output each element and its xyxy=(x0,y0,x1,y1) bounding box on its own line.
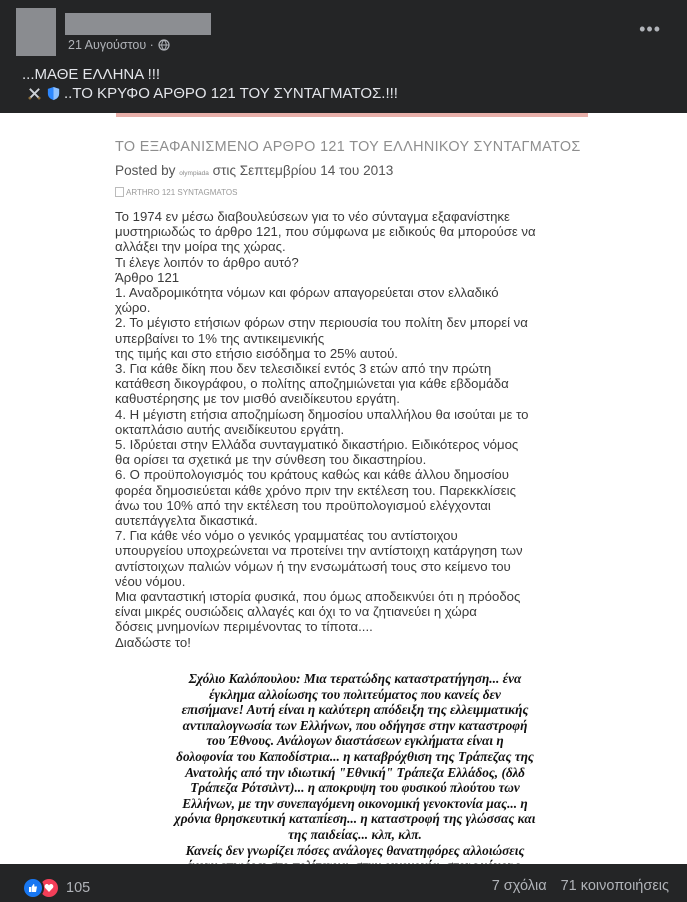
post-text-line-1: ...ΜΑΘΕ ΕΛΛΗΝΑ !!! xyxy=(22,66,161,83)
article-body-line: Το 1974 εν μέσω διαβουλεύσεων για το νέο σύνταγμα εξαφανίστηκε xyxy=(115,209,510,224)
article-body-line: Τι έλεγε λοιπόν το άρθρο αυτό? xyxy=(115,254,299,270)
post-footer xyxy=(0,864,687,902)
article-body-line: κατάθεση δικογράφου, ο πολίτης αποζημιώνεται για κάθε εβδομάδα xyxy=(115,376,509,392)
article-comment-line: Ανατολής από την ιδιωτική "Εθνική" Τράπεζα Ελλάδος, (δλδ xyxy=(185,764,525,780)
broken-image-alt: ARTHRO 121 SYNTAGMATOS xyxy=(126,187,238,197)
shield-icon xyxy=(45,86,62,101)
article-body-line: θα ορίσει τα σχετικά με την σύνθεση του δικαστηρίου. xyxy=(115,452,427,468)
article-comment-line: Σχόλιο Καλόπουλου: Μια τερατώδης καταστρατήγηση... ένα xyxy=(188,671,522,686)
article-body xyxy=(115,209,595,650)
article-body-line: υπουργείου υποχρεώνεται να προτείνει την αντίστοιχη κατάργηση των xyxy=(115,543,523,559)
article-title: ΤΟ ΕΞΑΦΑΝΙΣΜΕΝΟ ΑΡΘΡΟ 121 ΤΟΥ ΕΛΛΗΝΙΚΟΥ ΣΥΝΤΑΓΜΑΤΟΣ xyxy=(115,139,581,155)
article-byline xyxy=(115,163,393,178)
article-body-line: αντίστοιχων παλιών νόμων ή την ενσωμάτωσή τους στο κείμενο του xyxy=(115,558,511,574)
article-comment-line: επισήμανε! Αυτή είναι η καλύτερη απόδειξη της ελλειμματικής xyxy=(181,702,529,718)
article-comment-line: έγκλημα αλλοίωσης του πολιτεύματος που κανείς δεν xyxy=(209,686,501,702)
article-body-line: 2. Το μέγιστο ετήσιων φόρων στην περιουσία του πολίτη δεν μπορεί να xyxy=(115,315,528,331)
article-body-line: 6. Ο προϋπολογισμός του κράτους καθώς και κάθε άλλου δημοσίου xyxy=(115,467,509,483)
globe-icon xyxy=(158,39,170,51)
article-comment-line: Ελλήνων, με την συνεπαγόμενη οικονομική γενοκτονία μας... η xyxy=(182,795,528,811)
crossed-swords-icon xyxy=(26,86,43,101)
article-body-line: υπερβαίνει το 1% της αντικειμενικής xyxy=(115,330,325,346)
article-body-line: αυτεπάγγελτα δικαστικά. xyxy=(115,513,258,529)
article-body-line: 3. Για κάθε δίκη που δεν τελεσιδικεί εντός 3 ετών από την πρώτη xyxy=(115,361,492,377)
article-comment-line: χρόνια θρησκευτική καταπίεση... η καταστροφή της γλώσσας και xyxy=(174,811,536,827)
article-body-line: Διαδώστε το! xyxy=(115,634,191,650)
reaction-count: 105 xyxy=(66,880,91,896)
article-body-line: καθυστέρησης με τον μισθό ανειδίκευτου εργάτη. xyxy=(115,391,400,407)
engagement-stats xyxy=(492,878,669,894)
article-body-line: 4. Η μέγιστη ετήσια αποζημίωση δημοσίου υπαλλήλου θα ισούται με το xyxy=(115,406,529,422)
avatar[interactable] xyxy=(16,8,56,56)
comments-count-link[interactable]: 7 σχόλια xyxy=(491,878,547,894)
red-divider xyxy=(116,113,588,117)
broken-image xyxy=(115,187,237,197)
article-body-line: χώρο. xyxy=(115,300,151,316)
article-comment-line: αντιπαλογνωσία των Ελλήνων, που οδήγησε στην καταστροφή xyxy=(182,717,528,733)
article-body-line: άνω του 10% από την εκτέλεση του προϋπολογισμού ελέγχονται xyxy=(115,497,491,513)
post-text-line-2-label: ..ΤΟ ΚΡΥΦΟ ΑΡΘΡΟ 121 ΤΟΥ ΣΥΝΤΑΓΜΑΤΟΣ.!!! xyxy=(64,85,398,102)
article-body-line: οκταπλάσιο αυτής ανειδίκευτου εργάτη. xyxy=(115,421,345,437)
like-reaction-icon xyxy=(22,877,44,899)
post-meta xyxy=(68,38,170,52)
article-body-line: 7. Για κάθε νέο νόμο ο γενικός γραμματέας του αντίστοιχου xyxy=(115,528,458,544)
article-comment-line: Τράπεζα Ρότσιλντ)... η αποκρυψη του φυσικού πλούτου των xyxy=(190,780,520,796)
article-author: olympiada xyxy=(179,170,209,177)
article-body-line: είναι μικρές ουσιώδεις αλλαγές και όχι το να ζητιανεύει η χώρα xyxy=(115,604,477,620)
article-body-line: Μια φανταστική ιστορία φυσικά, που όμως αποδεικνύει ότι η πρόοδος xyxy=(115,589,521,605)
article-body-line: αλλάξει την μοίρα της χώρας. xyxy=(115,239,286,255)
broken-image-icon xyxy=(115,187,124,197)
post-timestamp[interactable]: 21 Αυγούστου · xyxy=(68,38,154,52)
reactions-summary[interactable] xyxy=(22,877,90,899)
post-text-line-2 xyxy=(26,85,398,102)
article-body-line: 1. Αναδρομικότητα νόμων και φόρων απαγορεύεται στον ελλαδικό xyxy=(115,285,499,301)
article-comment-line: της παιδείας... κλπ, κλπ. xyxy=(288,826,422,842)
article-comment-line: δολοφονία του Καποδίστρια... η καταβρόχθιση της Τράπεζας της xyxy=(176,748,534,764)
author-name-redacted[interactable] xyxy=(65,13,211,35)
article-body-line: δόσεις μνημονίων περιμένοντας το τίποτα.... xyxy=(115,619,373,635)
post-image[interactable] xyxy=(0,113,687,864)
article-body-line: της τιμής και στο ετήσιο εισόδημα το 25% αυτού. xyxy=(115,345,398,361)
article-comment-line: Κανείς δεν γνωρίζει πόσες ανάλογες θανατηφόρες αλλοιώσεις xyxy=(185,842,525,858)
article-body-line: μυστηριωδώς το άρθρο 121, που σύμφωνα με ειδικούς θα μπορούσε να xyxy=(115,224,536,240)
article-body-line: νέου νόμου. xyxy=(115,573,186,589)
article-body-line: Άρθρο 121 xyxy=(115,269,180,285)
article-comment-line: του Έθνους. Ανάλογων διαστάσεων εγκλήματα είναι η xyxy=(206,733,504,749)
article-body-line: 5. Ιδρύεται στην Ελλάδα συνταγματικό δικαστήριο. Ειδικότερος νόμος xyxy=(115,437,519,453)
article-date: στις Σεπτεμβρίου 14 του 2013 xyxy=(212,163,394,178)
article-comment xyxy=(105,671,605,874)
posted-by-label: Posted by xyxy=(115,163,176,178)
more-options-button[interactable]: ••• xyxy=(639,19,661,39)
article-body-line: φορέα δημοσιεύεται κάθε χρόνο πριν την εκτέλεση του. Παρεκκλίσεις xyxy=(115,482,516,498)
shares-count-link[interactable]: 71 κοινοποιήσεις xyxy=(560,878,669,894)
